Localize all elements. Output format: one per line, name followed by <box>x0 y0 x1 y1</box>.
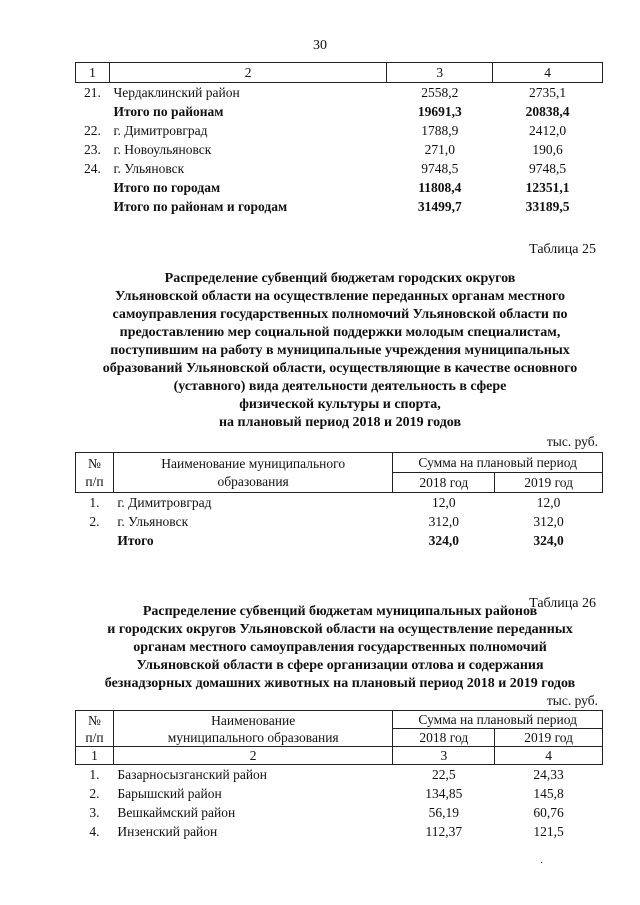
value-2019: 12351,1 <box>525 180 570 195</box>
value-2019: 145,8 <box>533 786 564 801</box>
table-row <box>76 531 603 550</box>
year-2019-header: 2019 год <box>495 473 603 493</box>
value-2018: 312,0 <box>428 514 459 529</box>
title-line: самоуправления государственных полномочий Ульяновской области по <box>112 307 568 322</box>
table-row <box>76 822 603 841</box>
row-number: 24. <box>84 161 101 176</box>
title-line: физической культуры и спорта, <box>239 397 441 412</box>
scan-dot: · <box>540 858 544 869</box>
table-26-title <box>60 603 620 693</box>
col-number: 1 <box>76 747 114 765</box>
row-name: Инзенский район <box>117 824 218 839</box>
row-name: г. Ульяновск <box>117 514 189 529</box>
row-name: Итого по районам <box>113 104 224 119</box>
year-2019-header: 2019 год <box>495 729 603 747</box>
value-2019: 121,5 <box>533 824 564 839</box>
value-2019: 60,76 <box>533 805 564 820</box>
row-number: 22. <box>84 123 101 138</box>
row-number: 2. <box>89 514 100 529</box>
table-row <box>76 512 603 531</box>
title-line: Ульяновской области на осуществление переданных органам местного <box>114 289 566 304</box>
value-2018: 9748,5 <box>421 161 459 176</box>
table-row <box>76 83 603 103</box>
row-number <box>76 531 114 550</box>
table-row <box>76 140 603 159</box>
row-number: 2. <box>89 786 100 801</box>
table-row <box>76 178 603 197</box>
value-2018: 324,0 <box>428 533 459 548</box>
table-row <box>76 803 603 822</box>
value-2019: 190,6 <box>532 142 563 157</box>
value-2019: 2735,1 <box>529 85 567 100</box>
value-2019: 20838,4 <box>525 104 570 119</box>
table-row <box>76 159 603 178</box>
row-number: 3. <box>89 805 100 820</box>
col-number: 3 <box>393 747 495 765</box>
row-name: Барышский район <box>117 786 222 801</box>
row-name: г. Димитровград <box>113 123 208 138</box>
value-2018: 271,0 <box>424 142 455 157</box>
row-name: Итого по городам <box>113 180 221 195</box>
table-header-row <box>76 63 603 83</box>
row-name: г. Димитровград <box>117 495 212 510</box>
value-2019: 2412,0 <box>529 123 567 138</box>
title-line: безнадзорных домашних животных на плановый период 2018 и 2019 годов <box>104 676 576 691</box>
table-25-unit: тыс. руб. <box>546 434 598 449</box>
value-2018: 56,19 <box>428 805 459 820</box>
row-name: Итого <box>117 533 154 548</box>
row-number: 23. <box>84 142 101 157</box>
row-number <box>76 178 110 197</box>
col-header: 1 <box>76 63 110 83</box>
value-2018: 134,85 <box>425 786 463 801</box>
row-name: г. Новоульяновск <box>113 142 212 157</box>
table-row <box>76 493 603 513</box>
value-2018: 1788,9 <box>421 123 459 138</box>
title-line: (уставного) вида деятельности деятельность в сфере <box>173 379 507 394</box>
value-2018: 112,37 <box>425 824 463 839</box>
value-2019: 9748,5 <box>529 161 567 176</box>
title-line: Распределение субвенций бюджетам городских округов <box>164 271 516 286</box>
title-line: предоставлению мер социальной поддержки молодым специалистам, <box>119 325 561 340</box>
row-number: 21. <box>84 85 101 100</box>
title-line: Распределение субвенций бюджетам муниципальных районов <box>142 604 538 619</box>
table-26-label: Таблица 26 <box>529 596 596 611</box>
value-2018: 31499,7 <box>417 199 462 214</box>
value-2019: 12,0 <box>536 495 561 510</box>
title-line: поступившим на работу в муниципальные учреждения муниципальных <box>110 343 570 358</box>
row-number <box>76 102 110 121</box>
table-row <box>76 102 603 121</box>
table-row <box>76 765 603 785</box>
row-number: 1. <box>89 495 100 510</box>
sum-header: Сумма на плановый период <box>393 453 603 473</box>
value-2018: 2558,2 <box>421 85 459 100</box>
table-25-title <box>70 270 610 432</box>
value-2018: 11808,4 <box>418 180 462 195</box>
table-26-unit: тыс. руб. <box>546 693 598 708</box>
table-25-label: Таблица 25 <box>529 242 596 257</box>
table-row <box>76 784 603 803</box>
name-header: Наименование муниципального образования <box>113 711 393 747</box>
table-continuation <box>75 62 603 216</box>
col-number: 2 <box>113 747 393 765</box>
col-number: 4 <box>495 747 603 765</box>
title-line: органам местного самоуправления государственных полномочий <box>133 640 547 655</box>
value-2019: 24,33 <box>533 767 564 782</box>
value-2018: 22,5 <box>432 767 456 782</box>
col-header: 4 <box>493 63 603 83</box>
sum-header: Сумма на плановый период <box>393 711 603 729</box>
value-2018: 12,0 <box>431 495 456 510</box>
table-26 <box>75 710 603 841</box>
title-line: Ульяновской области в сфере организации отлова и содержания <box>136 658 544 673</box>
row-number: 4. <box>89 824 100 839</box>
col-header: 3 <box>387 63 493 83</box>
title-line: образований Ульяновской области, осуществляющие в качестве основного <box>102 361 578 376</box>
value-2018: 19691,3 <box>417 104 462 119</box>
num-header: № п/п <box>76 453 114 493</box>
table-row <box>76 121 603 140</box>
table-25 <box>75 452 603 550</box>
num-header: № п/п <box>76 711 114 747</box>
title-line: и городских округов Ульяновской области на осуществление переданных <box>107 622 573 637</box>
table-row <box>76 197 603 216</box>
value-2019: 33189,5 <box>525 199 570 214</box>
row-name: Вешкаймский район <box>117 805 236 820</box>
year-2018-header: 2018 год <box>393 729 495 747</box>
name-header: Наименование муниципального образования <box>113 453 392 493</box>
row-name: Итого по районам и городам <box>113 199 288 214</box>
col-header: 2 <box>109 63 386 83</box>
row-name: г. Ульяновск <box>113 161 185 176</box>
row-name: Чердаклинский район <box>113 85 240 100</box>
row-name: Базарносызганский район <box>117 767 268 782</box>
page-number: 30 <box>313 38 327 53</box>
row-number: 1. <box>89 767 100 782</box>
value-2019: 312,0 <box>533 514 564 529</box>
value-2019: 324,0 <box>533 533 564 548</box>
year-2018-header: 2018 год <box>393 473 495 493</box>
title-line: на плановый период 2018 и 2019 годов <box>218 415 462 430</box>
row-number <box>76 197 110 216</box>
